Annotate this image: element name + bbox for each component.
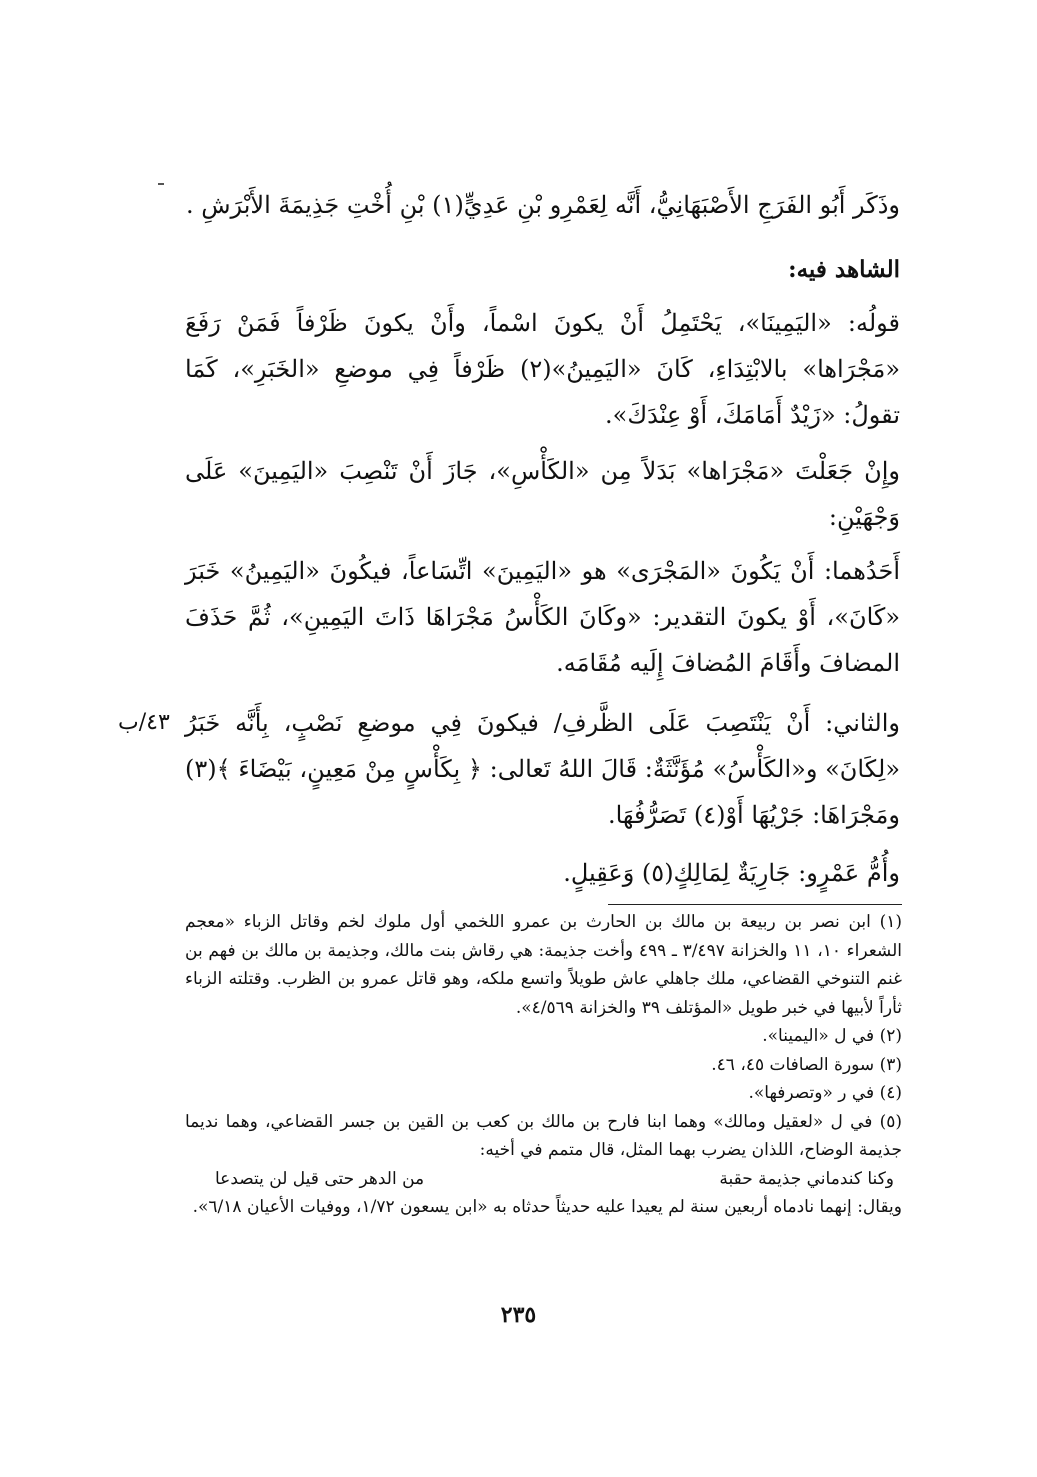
paragraph-second-aspect: والثاني: أَنْ يَنْتَصِبَ عَلَى الظَّرفِ/ فيكونَ فِي موضعِ نَصْبٍ، بِأَنَّه خَبَرُ «لِكَانَ» و«الكَأْسُ» مُؤَنَّثَةٌ: قَالَ اللهُ تَعالى: ﴿ بِكَأْسٍ مِنْ مَعِينٍ، بَيْضَاءَ ﴾(٣) ومَجْرَاهَا: جَرْيُهَا أَوْ(٤) تَصَرُّفُهَا.	[185, 709, 900, 829]
footnote-5-continuation: ويقال: إنهما نادماه أربعين سنة لم يعيدا عليه حديثاً حدثاه به «ابن يسعون ١/٧٢، ووفيات الأعيان ٦/١٨».	[192, 1197, 902, 1217]
paragraph-qawluhu: قولُه: «اليَمِينَا»، يَحْتَمِلُ أَنْ يكونَ اسْماً، وأَنْ يكونَ ظَرْفاً فَمَنْ رَفَعَ «مَجْرَاها» بالابْتِدَاءِ، كَانَ «اليَمِينُ»(٢) ظَرْفاً فِي موضعِ «الخَبَرِ»، كَمَا تقولُ: «زَيْدٌ أَمَامَكَ، أَوْ عِنْدَكَ».	[185, 309, 900, 429]
page-number: ٢٣٥	[500, 1302, 537, 1328]
poetry-verse	[185, 1165, 902, 1194]
paragraph-first-aspect: أَحَدُهما: أَنْ يَكُونَ «المَجْرَى» هو «اليَمِينَ» اتِّسَاعاً، فيكُونَ «اليَمِينُ» خَبَرَ «كَانَ»، أَوْ يكونَ التقدير: «وكَانَ الكَأْسُ مَجْرَاهَا ذَاتَ اليَمِينِ»، ثُمَّ حَذَفَ المضافَ وأَقَامَ المُضافَ إِلَيه مُقَامَه.	[185, 557, 900, 677]
footnote-4: (٤) في ر «وتصرفها».	[748, 1083, 902, 1103]
ink-mark	[158, 183, 164, 185]
footnote-2: (٢) في ل «اليمينا».	[762, 1026, 902, 1046]
verse-second-hemistich: من الدهر حتى قيل لن يتصدعا	[215, 1168, 425, 1189]
section-heading: الشاهد فيه:	[788, 256, 900, 283]
verse-first-hemistich: وكنا كندماني جذيمة حقبة	[719, 1168, 894, 1189]
manuscript-folio-marker: ٤٣/ب	[118, 710, 170, 735]
footnotes	[185, 908, 902, 1222]
footnote-divider	[608, 904, 902, 905]
footnote-1: (١) ابن نصر بن ربيعة بن مالك بن الحارث بن عمرو اللخمي أول ملوك لخم وقاتل الزباء «معجم الشعراء ١٠، ١١ والخزانة ٣/٤٩٧ ـ ٤٩٩ وأخت جذيمة: هي رقاش بنت مالك، وجذيمة بن مالك بن فهم بن غنم التنوخي القضاعي، ملك جاهلي عاش طويلاً واتسع ملكه، وهو قاتل عمرو بن الظرب. وقتلته الزباء ثأراً لأبيها في خبر طويل «المؤتلف ٣٩ والخزانة ٤/٥٦٩».	[185, 912, 903, 1018]
paragraph-badal: وإِنْ جَعَلْتَ «مَجْرَاها» بَدَلاً مِن «الكَأْسِ»، جَازَ أَنْ تَنْصِبَ «اليَمِينَ» عَلَى وَجْهَيْنِ:	[185, 457, 900, 531]
footnote-3: (٣) سورة الصافات ٤٥، ٤٦.	[711, 1054, 902, 1075]
intro-paragraph: وذَكَر أَبُو الفَرَجِ الأَصْبَهَانِيُّ، أَنَّه لِعَمْرِو بْنِ عَدِيٍّ(١) بْنِ أُخْتِ جَذِيمَةَ الأَبْرَشِ .	[185, 191, 900, 219]
footnote-5: (٥) في ل «لعقيل ومالك» وهما ابنا فارح بن مالك بن كعب بن القين بن جسر القضاعي، وهما نديما جذيمة الوضاح، اللذان يضرب بهما المثل، قال متمم في أخيه:	[185, 1111, 902, 1160]
paragraph-umm-amr: وأُمُّ عَمْرٍو: جَارِيَةٌ لِمَالِكٍ(٥) وَعَقِيلٍ.	[563, 859, 900, 887]
